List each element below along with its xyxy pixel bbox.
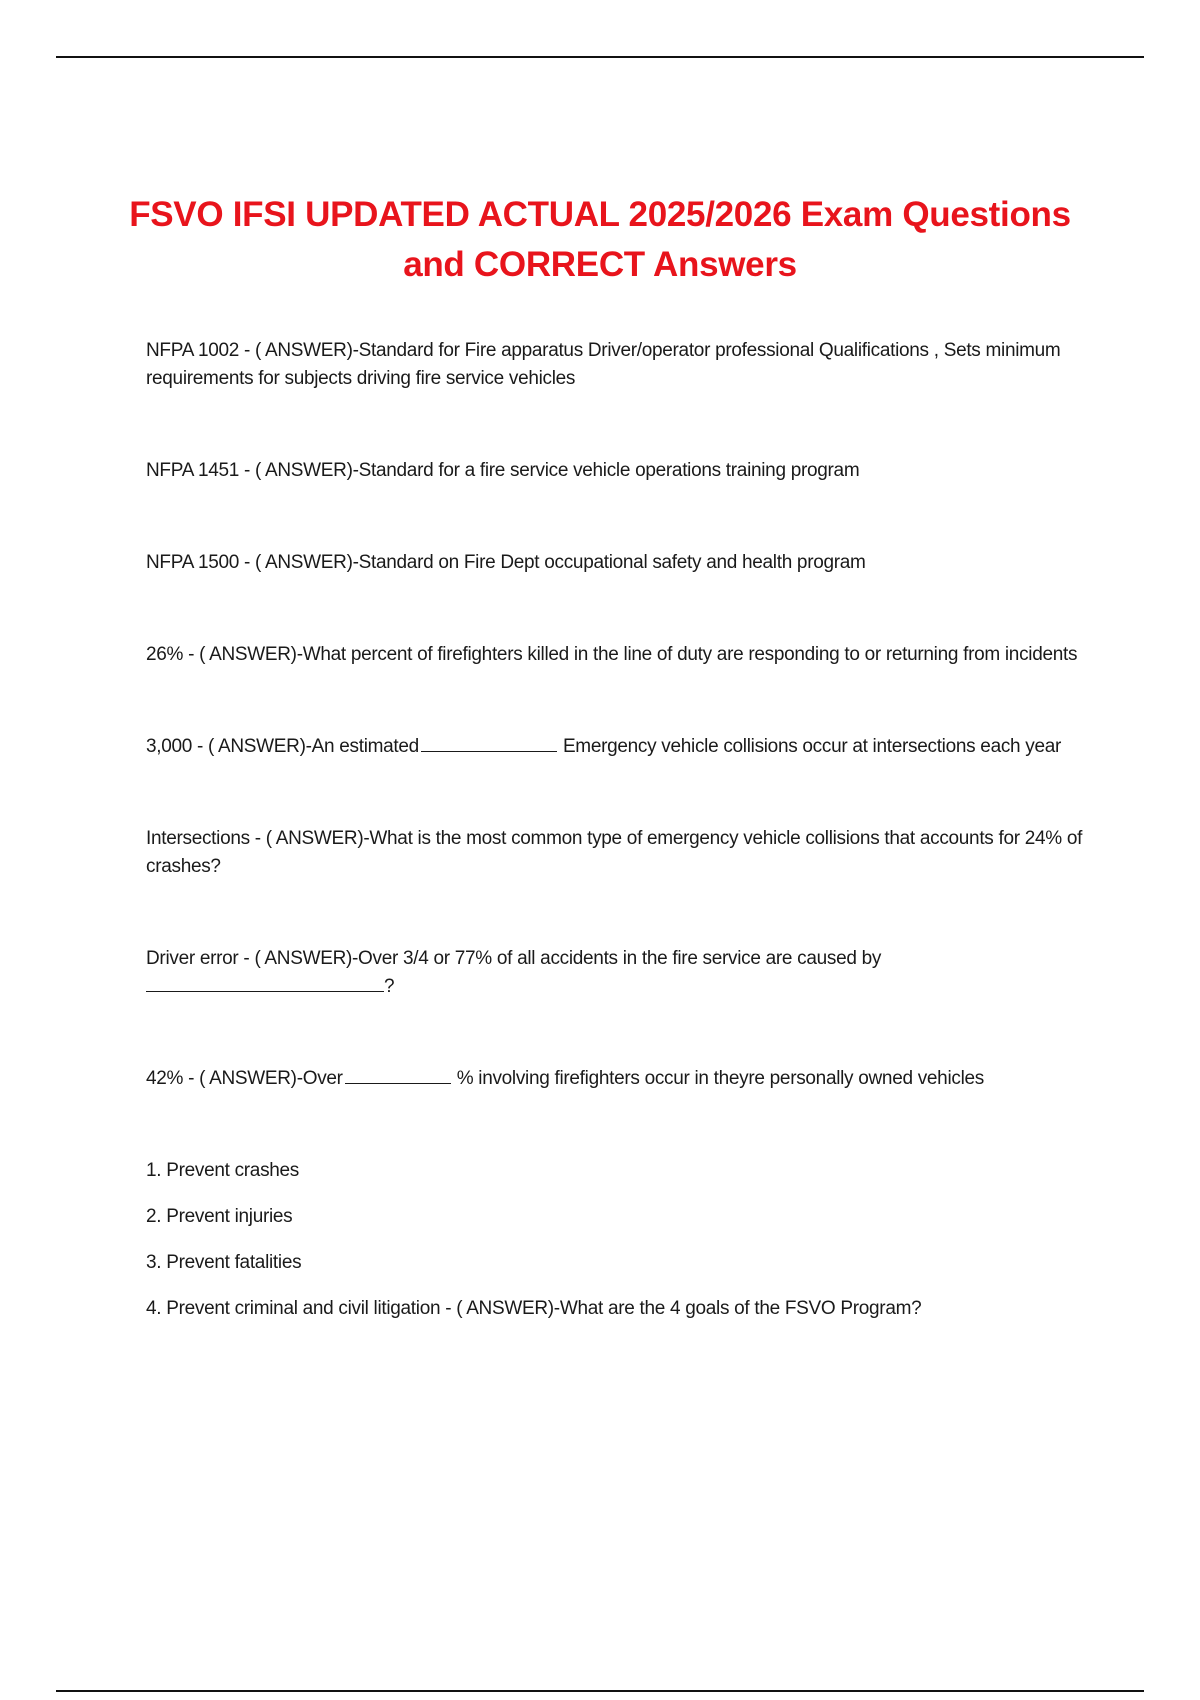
footer-rule	[56, 1690, 1144, 1692]
qa-item-26-percent: 26% - ( ANSWER)-What percent of firefighters killed in the line of duty are responding to or returning from incidents	[146, 644, 1078, 665]
qa-item-nfpa-1451: NFPA 1451 - ( ANSWER)-Standard for a fire service vehicle operations training program	[146, 460, 860, 481]
qa-item-driver-error	[146, 945, 1086, 1001]
qa-item-nfpa-1500: NFPA 1500 - ( ANSWER)-Standard on Fire Dept occupational safety and health program	[146, 552, 866, 573]
qa-text-before-blank: Driver error - ( ANSWER)-Over 3/4 or 77% of all accidents in the fire service are caused by	[146, 948, 882, 969]
fill-in-blank	[146, 973, 384, 992]
header-rule	[56, 56, 1144, 58]
goal-item: 4. Prevent criminal and civil litigation - ( ANSWER)-What are the 4 goals of the FSVO Program?	[146, 1298, 922, 1319]
goal-item: 2. Prevent injuries	[146, 1206, 293, 1227]
qa-item-3000-collisions	[146, 733, 1086, 761]
qa-list	[146, 337, 1086, 1341]
fsvo-goals-list	[146, 1157, 1086, 1323]
qa-text-after-blank: % involving firefighters occur in theyre personally owned vehicles	[456, 1068, 984, 1089]
fill-in-blank	[421, 733, 557, 752]
qa-text-before-blank: 42% - ( ANSWER)-Over	[146, 1068, 343, 1089]
document-title: FSVO IFSI UPDATED ACTUAL 2025/2026 Exam Questions and CORRECT Answers	[129, 195, 1071, 284]
goal-item: 3. Prevent fatalities	[146, 1252, 302, 1273]
qa-text-after-blank: Emergency vehicle collisions occur at intersections each year	[562, 736, 1062, 757]
qa-item-nfpa-1002: NFPA 1002 - ( ANSWER)-Standard for Fire apparatus Driver/operator professional Qualifications , Sets minimum requirements for subjects driving fire service vehicles	[146, 340, 1061, 389]
qa-item-42-percent	[146, 1065, 1086, 1093]
qa-text-before-blank: 3,000 - ( ANSWER)-An estimated	[146, 736, 419, 757]
goal-item: 1. Prevent crashes	[146, 1160, 300, 1181]
qa-text-after-blank: ?	[384, 976, 395, 997]
qa-item-intersections: Intersections - ( ANSWER)-What is the most common type of emergency vehicle collisions that accounts for 24% of crashes?	[146, 828, 1083, 877]
fill-in-blank	[345, 1065, 451, 1084]
